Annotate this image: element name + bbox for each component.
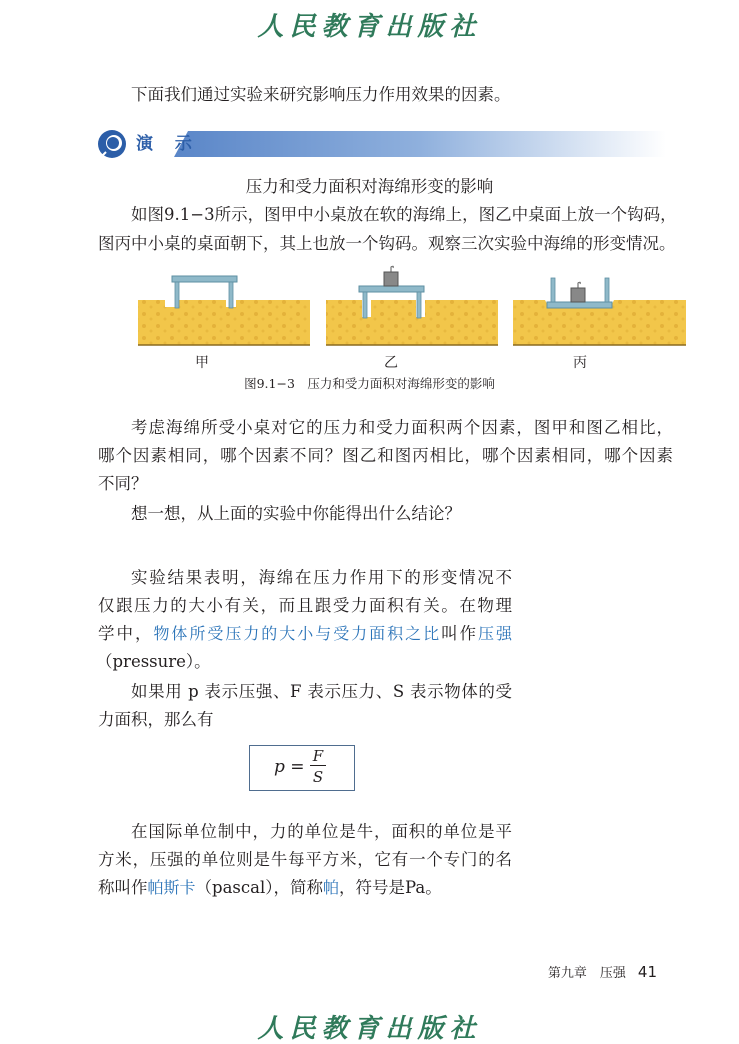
- term-pascal: 帕斯卡: [147, 878, 196, 897]
- para1-line: 图丙中小桌的桌面朝下，其上也放一个钩码。观察三次实验中海绵的形变情况。: [98, 234, 676, 253]
- para2-line: 不同？: [98, 474, 148, 493]
- text: （pascal），简称: [195, 878, 323, 897]
- weight-icon: [384, 272, 398, 286]
- para5-line: 如果用 p 表示压强、F 表示压力、S 表示物体的受: [131, 682, 512, 701]
- weight-icon: [571, 288, 585, 302]
- experiment-title: 压力和受力面积对海绵形变的影响: [245, 177, 494, 196]
- para3: 想一想，从上面的实验中你能得出什么结论？: [131, 504, 461, 523]
- page-number: 41: [637, 963, 657, 981]
- setup-yi: [326, 266, 498, 345]
- para4-line: 仅跟压力的大小有关，而且跟受力面积有关。在物理: [98, 596, 512, 615]
- setup-jia: [138, 276, 310, 345]
- term-pressure: 压强: [478, 624, 512, 643]
- para2-line: 考虑海绵所受小桌对它的压力和受力面积两个因素，图甲和图乙相比，: [131, 418, 673, 437]
- page-footer: [548, 962, 657, 981]
- text: 学中，: [98, 624, 154, 643]
- formula-denominator: S: [312, 768, 324, 786]
- setup-bing: [513, 278, 686, 345]
- publisher-watermark-bottom: 人民教育出版社: [257, 1014, 482, 1044]
- figure-caption: 图9.1−3 压力和受力面积对海绵形变的影响: [244, 376, 495, 391]
- intro-text: 下面我们通过实验来研究影响压力作用效果的因素。: [131, 85, 511, 104]
- formula-numerator: F: [310, 747, 326, 766]
- para4-line: [98, 622, 512, 646]
- section-label: 演 示: [136, 134, 200, 154]
- formula-lhs: p =: [274, 757, 305, 777]
- chapter-label: 第九章 压强: [547, 966, 626, 981]
- pressure-definition: 物体所受压力的大小与受力面积之比: [153, 624, 442, 643]
- term-pa: 帕: [323, 878, 340, 897]
- demo-section-banner: [96, 128, 666, 160]
- sponge-experiment-figure: [0, 262, 739, 352]
- figure-label-jia: 甲: [195, 355, 209, 371]
- para6-line: 方米，压强的单位则是牛每平方米，它有一个专门的名: [98, 850, 512, 869]
- text: 叫作: [441, 624, 479, 643]
- para6-line: 在国际单位制中，力的单位是牛，面积的单位是平: [131, 822, 512, 841]
- pressure-formula: [249, 745, 355, 791]
- demo-magnifier-icon: [96, 128, 130, 162]
- para4-line: 实验结果表明，海绵在压力作用下的形变情况不: [131, 568, 512, 587]
- para1-line: 如图9.1−3所示，图甲中小桌放在软的海绵上，图乙中桌面上放一个钩码，: [131, 205, 677, 224]
- text: ，符号是Pa。: [339, 878, 442, 897]
- para6-line: [98, 876, 442, 900]
- text: 称叫作: [98, 878, 148, 897]
- figure-label-yi: 乙: [384, 355, 398, 371]
- para4-line: （pressure）。: [96, 652, 211, 671]
- para2-line: 哪个因素相同，哪个因素不同？图乙和图丙相比，哪个因素相同，哪个因素: [98, 446, 673, 465]
- publisher-watermark-top: 人民教育出版社: [257, 12, 482, 42]
- figure-label-bing: 丙: [573, 355, 587, 371]
- para5-line: 力面积，那么有: [98, 710, 214, 729]
